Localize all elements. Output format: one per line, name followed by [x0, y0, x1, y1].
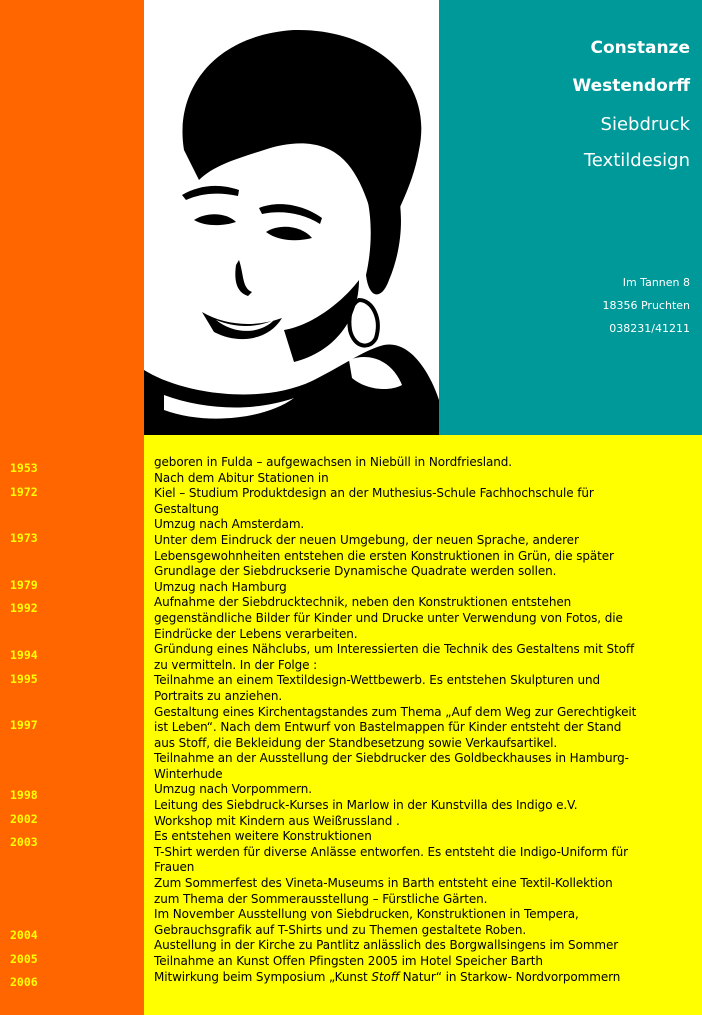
- bio-line: Teilnahme an einem Textildesign-Wettbewerb. Es entstehen Skulpturen und: [154, 673, 601, 688]
- year-label: 2004: [10, 928, 38, 942]
- bio-line: Gründung eines Nähclubs, um Interessierten die Technik des Gestaltens mit Stoff: [154, 642, 635, 657]
- address-street: Im Tannen 8: [622, 276, 690, 289]
- year-label: 1992: [10, 601, 38, 615]
- biography-panel: [144, 435, 702, 1015]
- bio-line: Teilnahme an der Ausstellung der Siebdrucker des Goldbeckhauses in Hamburg-: [154, 751, 629, 766]
- bio-line: Gestaltung eines Kirchentagstandes zum Thema „Auf dem Weg zur Gerechtigkeit: [154, 704, 637, 719]
- bio-line: Umzug nach Hamburg: [154, 579, 287, 594]
- bio-line: Umzug nach Amsterdam.: [154, 517, 305, 532]
- bio-line: Aufnahme der Siebdrucktechnik, neben den Konstruktionen entstehen: [154, 595, 572, 610]
- bio-line: T-Shirt werden für diverse Anlässe entworfen. Es entsteht die Indigo-Uniform für: [154, 844, 628, 859]
- year-label: 1972: [10, 485, 38, 499]
- bio-line: Frauen: [154, 860, 195, 875]
- biography-text: [154, 455, 694, 985]
- bio-line: Portraits zu anziehen.: [154, 688, 283, 703]
- left-sidebar-column: [0, 0, 144, 1015]
- bio-line-last: [154, 970, 694, 986]
- last-name: Westendorff: [572, 76, 690, 96]
- year-label: 1953: [10, 461, 38, 475]
- year-label: 1997: [10, 718, 38, 732]
- bio-line: Nach dem Abitur Stationen in: [154, 470, 329, 485]
- portrait-photo: [144, 0, 439, 435]
- year-label: 2006: [10, 975, 38, 989]
- bio-line: Teilnahme an Kunst Offen Pfingsten 2005 im Hotel Speicher Barth: [154, 954, 543, 968]
- bio-line: Umzug nach Vorpommern.: [154, 782, 313, 797]
- bio-line: Unter dem Eindruck der neuen Umgebung, der neuen Sprache, anderer: [154, 532, 579, 547]
- bio-line: zu vermitteln. In der Folge :: [154, 657, 318, 672]
- portrait-illustration: [144, 0, 439, 435]
- bio-line: gegenständliche Bilder für Kinder und Drucke unter Verwendung von Fotos, die: [154, 610, 623, 625]
- phone-number: 038231/41211: [609, 322, 690, 335]
- bio-line: Workshop mit Kindern aus Weißrussland .: [154, 813, 400, 828]
- bio-line: Austellung in der Kirche zu Pantlitz anlässlich des Borgwallsingens im Sommer: [154, 938, 619, 953]
- bio-line: Im November Ausstellung von Siebdrucken, Konstruktionen in Tempera,: [154, 907, 579, 922]
- profession-textildesign: Textildesign: [583, 150, 690, 171]
- bio-line-last-emphasis: Stoff: [371, 969, 399, 984]
- bio-line: Gestaltung: [154, 501, 219, 516]
- year-label: 1994: [10, 648, 38, 662]
- bio-line: zum Thema der Sommerausstellung – Fürstliche Gärten.: [154, 891, 488, 906]
- year-label: 2003: [10, 835, 38, 849]
- bio-line: ist Leben“. Nach dem Entwurf von Bastelmappen für Kinder entsteht der Stand: [154, 720, 622, 735]
- bio-line: Kiel – Studium Produktdesign an der Muthesius-Schule Fachhochschule für: [154, 486, 594, 501]
- bio-line: Zum Sommerfest des Vineta-Museums in Barth entsteht eine Textil-Kollektion: [154, 876, 613, 891]
- year-label: 1979: [10, 578, 38, 592]
- bio-line-last-start: Mitwirkung beim Symposium „Kunst: [154, 969, 372, 984]
- bio-line: geboren in Fulda – aufgewachsen in Niebüll in Nordfriesland.: [154, 455, 512, 469]
- bio-line: Gebrauchsgrafik auf T-Shirts und zu Themen gestaltete Roben.: [154, 922, 527, 937]
- bio-line: Grundlage der Siebdruckserie Dynamische Quadrate werden sollen.: [154, 564, 557, 579]
- bio-line: Eindrücke der Lebens verarbeiten.: [154, 626, 358, 641]
- bio-line-last-end: Natur“ in Starkow- Nordvorpommern: [398, 969, 621, 984]
- year-label: 1995: [10, 672, 38, 686]
- address-city: 18356 Pruchten: [602, 299, 690, 312]
- profession-siebdruck: Siebdruck: [600, 114, 690, 135]
- year-label: 1973: [10, 531, 38, 545]
- header-panel: [439, 0, 702, 435]
- bio-line: Leitung des Siebdruck-Kurses in Marlow in der Kunstvilla des Indigo e.V.: [154, 798, 578, 813]
- bio-line: Es entstehen weitere Konstruktionen: [154, 829, 372, 844]
- year-label: 1998: [10, 788, 38, 802]
- bio-line: Lebensgewohnheiten entstehen die ersten Konstruktionen in Grün, die später: [154, 548, 614, 563]
- bio-line: aus Stoff, die Bekleidung der Standbesetzung sowie Verkaufsartikel.: [154, 735, 558, 750]
- year-label: 2002: [10, 812, 38, 826]
- first-name: Constanze: [590, 38, 690, 58]
- bio-line: Winterhude: [154, 766, 223, 781]
- year-label: 2005: [10, 952, 38, 966]
